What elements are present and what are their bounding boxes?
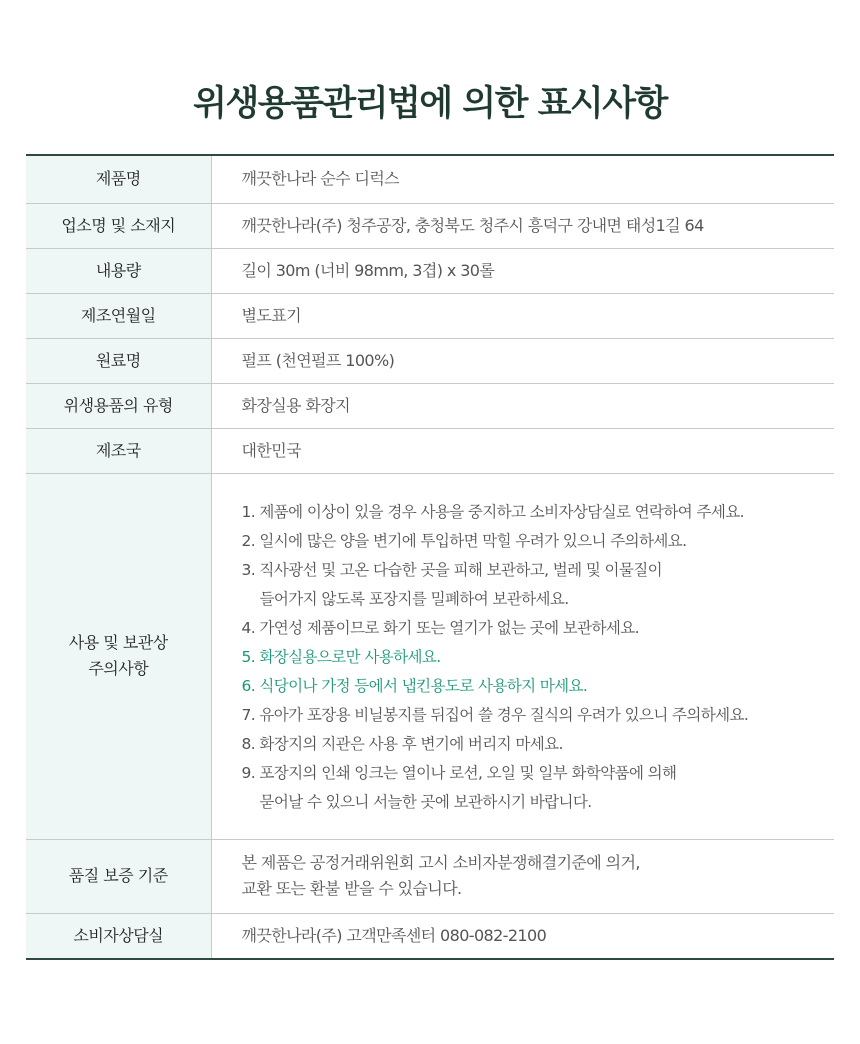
row-value: 대한민국 xyxy=(211,428,834,473)
table-row-consumer xyxy=(26,913,834,959)
row-label: 원료명 xyxy=(26,338,211,383)
table-row-type xyxy=(26,383,834,428)
row-value: 펄프 (천연펄프 100%) xyxy=(211,338,834,383)
caution-item-highlighted xyxy=(242,672,835,701)
row-label-line: 주의사항 xyxy=(88,659,149,678)
row-value: 깨끗한나라(주) 청주공장, 충청북도 청주시 흥덕구 강내면 태성1길 64 xyxy=(211,203,834,248)
row-label: 내용량 xyxy=(26,248,211,293)
caution-item-highlighted xyxy=(242,643,835,672)
table-row-country xyxy=(26,428,834,473)
caution-text-continued: 들어가지 않도록 포장지를 밀폐하여 보관하세요. xyxy=(259,589,569,608)
row-value: 깨끗한나라(주) 고객만족센터 080-082-2100 xyxy=(211,913,834,959)
row-value: 길이 30m (너비 98mm, 3겹) x 30롤 xyxy=(211,248,834,293)
row-label-line: 사용 및 보관상 xyxy=(68,633,168,652)
page-title: 위생용품관리법에 의한 표시사항 xyxy=(193,84,667,124)
caution-text: 5. 화장실용으로만 사용하세요. xyxy=(241,647,441,666)
row-value: 별도표기 xyxy=(211,293,834,338)
row-label: 제품명 xyxy=(26,155,211,203)
row-label: 제조국 xyxy=(26,428,211,473)
caution-item xyxy=(242,614,835,643)
row-value: 깨끗한나라 순수 디럭스 xyxy=(241,169,400,189)
caution-text: 4. 가연성 제품이므로 화기 또는 열기가 없는 곳에 보관하세요. xyxy=(241,618,639,637)
row-label xyxy=(26,473,211,839)
table-row-cautions xyxy=(26,473,834,839)
caution-text: 1. 제품에 이상이 있을 경우 사용을 중지하고 소비자상담실로 연락하여 주세요. xyxy=(241,502,744,521)
row-label: 위생용품의 유형 xyxy=(26,383,211,428)
table-row-material xyxy=(26,338,834,383)
caution-item xyxy=(242,498,835,527)
caution-item xyxy=(242,556,835,614)
row-label: 품질 보증 기준 xyxy=(26,839,211,913)
caution-item xyxy=(242,730,835,759)
caution-text: 6. 식당이나 가정 등에서 냅킨용도로 사용하지 마세요. xyxy=(241,676,588,695)
row-value: 화장실용 화장지 xyxy=(211,383,834,428)
table-row-date xyxy=(26,293,834,338)
caution-text: 7. 유아가 포장용 비닐봉지를 뒤집어 쓸 경우 질식의 우려가 있으니 주의하세요. xyxy=(241,705,749,724)
caution-list xyxy=(242,496,835,817)
table-row-company xyxy=(26,203,834,248)
label-info-table xyxy=(26,154,834,960)
caution-text-continued: 묻어날 수 있으니 서늘한 곳에 보관하시기 바랍니다. xyxy=(259,792,592,811)
row-value xyxy=(211,839,834,913)
row-label: 업소명 및 소재지 xyxy=(26,203,211,248)
quality-line: 본 제품은 공정거래위원회 고시 소비자분쟁해결기준에 의거, xyxy=(241,853,640,872)
table-row-quality xyxy=(26,839,834,913)
caution-item xyxy=(242,527,835,556)
quality-line: 교환 또는 환불 받을 수 있습니다. xyxy=(241,879,462,898)
table-row-content xyxy=(26,248,834,293)
table-row-product xyxy=(26,155,834,203)
caution-item xyxy=(242,701,835,730)
row-label: 제조연월일 xyxy=(26,293,211,338)
caution-text: 9. 포장지의 인쇄 잉크는 열이나 로션, 오일 및 일부 화학약품에 의해 xyxy=(241,763,677,782)
caution-text: 3. 직사광선 및 고온 다습한 곳을 피해 보관하고, 벌레 및 이물질이 xyxy=(241,560,663,579)
caution-item xyxy=(242,759,835,817)
row-label: 소비자상담실 xyxy=(26,913,211,959)
row-value xyxy=(211,473,834,839)
caution-text: 2. 일시에 많은 양을 변기에 투입하면 막힐 우려가 있으니 주의하세요. xyxy=(241,531,687,550)
caution-text: 8. 화장지의 지관은 사용 후 변기에 버리지 마세요. xyxy=(241,734,563,753)
